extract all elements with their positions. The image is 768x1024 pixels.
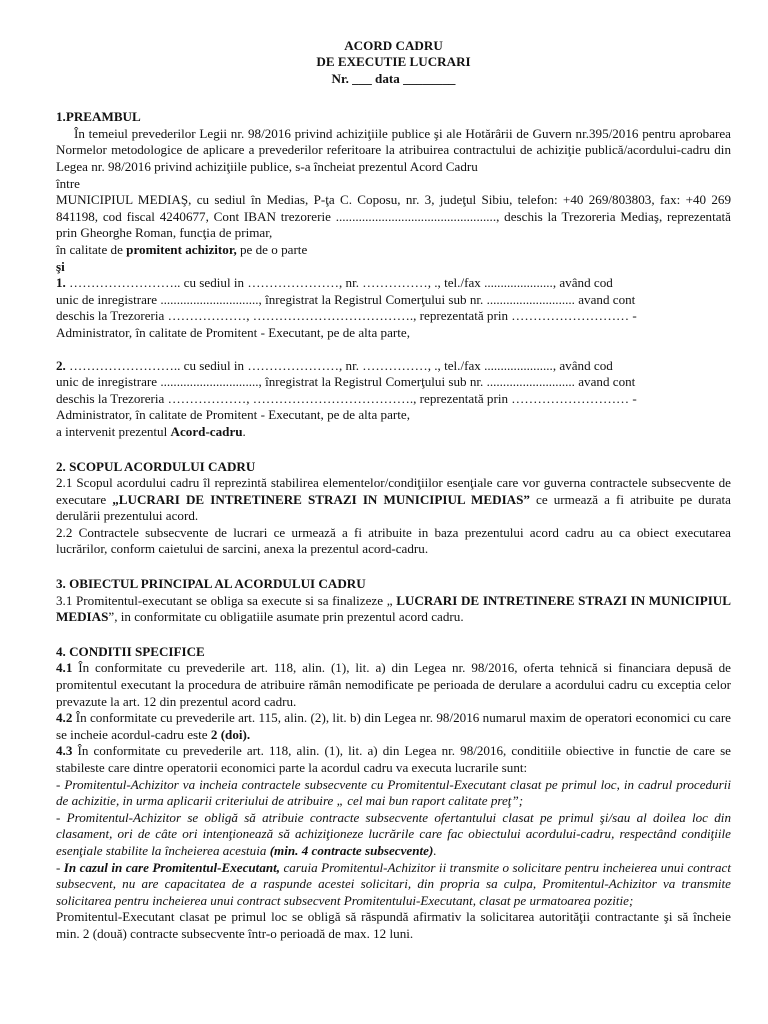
document-title (56, 38, 731, 87)
party-block-1 (56, 275, 731, 341)
document-page (56, 38, 731, 943)
section-scop (56, 459, 731, 559)
party-line (56, 358, 731, 375)
party-line: deschis la Trezoreria ………………, ………………………………., reprezentată prin ……………………… - (56, 308, 637, 324)
bullet-item (56, 860, 731, 910)
text-span-bold: LUCRARI DE INTRETINERE STRAZI IN MUNICIPIUL MEDIAS (56, 592, 732, 625)
clause-number: 4.3 (56, 743, 73, 759)
text-span: . (433, 842, 437, 858)
text-span: ”, in conformitate cu obligatiile asumate prin prezentul acord cadru. (108, 609, 464, 625)
text-span-bold: „LUCRARI DE INTRETINERE STRAZI IN MUNICIPIUL MEDIAS” (112, 491, 530, 507)
title-line-3: Nr. ___ data ________ (331, 70, 456, 86)
clause-number: 4.2 (56, 710, 73, 726)
paragraph: 2.2 Contractele subsecvente de lucrari ce urmează a fi atribuite in baza prezentului acord cadru au ca obiect executarea lucrărilor, conform caietului de sarcini, anexa la prezentul acord-cadru. (56, 524, 731, 557)
paragraph (56, 660, 731, 710)
paragraph (56, 593, 731, 626)
text-span: pe de o parte (236, 241, 308, 257)
title-line-1: ACORD CADRU (344, 38, 443, 53)
paragraph: În temeiul prevederilor Legii nr. 98/2016 privind achiziţiile publice şi ale Hotărârii de Guvern nr.395/2016 pentru aprobarea Normelor metodologice de aplicare a prevederilor referitoare la atribuirea contractului de achiziţie publică/acordului-cadru din Legea nr. 98/2016 privind achiziţiile publice, s-a încheiat prezentul Acord Cadru (56, 125, 731, 174)
text-span: a intervenit prezentul (56, 423, 171, 439)
clause-number: 4.1 (56, 660, 73, 676)
party-line: unic de inregistrare .............................., înregistrat la Registrul Comerţului sub nr. ........................... avand cont (56, 291, 636, 307)
section-heading: 1.PREAMBUL (56, 109, 141, 125)
party-number: 2. (56, 357, 66, 373)
section-obiect (56, 576, 731, 626)
paragraph: şi (56, 258, 65, 274)
text-span-bold: promitent achizitor, (126, 241, 237, 257)
section-preambul (56, 109, 731, 440)
party-block-2 (56, 358, 731, 441)
bullet-item: - Promitentul-Achizitor va incheia contractele subsecvente cu Promitentul-Executant clasat pe primul loc, in cadrul procedurii de achizitie, in urma aplicarii criteriului de atribuire „ cel mai bun raport calitate preţ”; (56, 776, 731, 809)
party-line: Administrator, în calitate de Promitent - Executant, pe de alta parte, (56, 324, 410, 340)
party-line: unic de inregistrare .............................., înregistrat la Registrul Comerţului sub nr. ........................... avand cont (56, 374, 636, 390)
text-span-bold: In cazul in care Promitentul-Executant, (63, 859, 281, 875)
text-span: În conformitate cu prevederile art. 118, alin. (1), lit. a) din Legea nr. 98/2016, conditiile obiective in functie de care se stabileste care dintre operatorii economici parte la acordul cadru va executa lucrarile sunt: (56, 743, 731, 775)
paragraph (56, 743, 731, 776)
section-heading: 2. SCOPUL ACORDULUI CADRU (56, 458, 256, 474)
bullet-item (56, 810, 731, 860)
party-line: Administrator, în calitate de Promitent - Executant, pe de alta parte, (56, 407, 410, 423)
text-span: - Promitentul-Achizitor se obligă să atribuie contracte subsecvente ofertantului clasat pe primul şi/sau al doilea loc din clasament, ori de câte ori intenţionează să achiziţioneze lucrările care fac obiectului acordului-cadru, respectând condiţiile esenţiale stabilite la încheierea acestuia (56, 809, 731, 858)
paragraph (56, 710, 731, 743)
text-span: ce urmează a fi atribuite pe durata derulării prezentului acord. (56, 491, 731, 524)
text-span: . (242, 423, 246, 439)
section-conditii (56, 644, 731, 943)
text-span: 2.1 Scopul acordului cadru îl reprezintă stabilirea elementelor/condiţiilor esenţiale care vor guverna contractele subsecvente de executare (56, 475, 731, 507)
text-span: 3.1 Promitentul-executant se obliga sa execute si sa finalizeze „ (56, 592, 397, 608)
text-span: caruia Promitentul-Achizitor ii transmite o solicitare pentru incheierea unui contract subsecvent, nu are capacitatea de a raspunde acestei solicitari, din propria sa culpa, Promitentul-Achizitor va transmite solicitarea pentru incheierea unui contract subsecvent Promitentului-Executant, clasat pe urmatoarea pozitie; (56, 859, 731, 908)
party-number: 1. (56, 275, 66, 291)
section-heading: 3. OBIECTUL PRINCIPAL AL ACORDULUI CADRU (56, 576, 366, 592)
text-span: În conformitate cu prevederile art. 118, alin. (1), lit. a) din Legea nr. 98/2016, oferta tehnică si financiara depusă de promitentul executant la procedura de atribuire rămân nemodificate pe perioada de derulare a acordului cadru cu exceptia celor prevazute la art. 12 din prezentul acord cadru. (56, 660, 731, 709)
text-span: În conformitate cu prevederile art. 115, alin. (2), lit. b) din Legea nr. 98/2016 numarul maxim de operatori economici cu care se incheie acordul-cadru este (56, 710, 731, 742)
section-heading: 4. CONDITII SPECIFICE (56, 643, 205, 659)
text-span: în calitate de (56, 241, 127, 257)
paragraph: Promitentul-Executant clasat pe primul loc se obligă să răspundă afirmativ la solicitarea autorităţii contractante şi să încheie min. 2 (două) contracte subsecvente într-o perioadă de max. 12 luni. (56, 909, 731, 941)
paragraph: între (56, 175, 80, 191)
text-span: …………………….. cu sediul in …………………, nr. ……………, ., tel./fax ....................., având cod (69, 275, 613, 291)
text-span: …………………….. cu sediul in …………………, nr. ……………, ., tel./fax ....................., având cod (69, 357, 613, 373)
paragraph (56, 475, 731, 525)
paragraph (56, 242, 731, 259)
text-span-bold: (min. 4 contracte subsecvente) (269, 842, 434, 858)
title-line-2: DE EXECUTIE LUCRARI (316, 54, 471, 70)
party-line (56, 275, 731, 292)
paragraph (56, 424, 731, 441)
text-span-bold: 2 (doi). (210, 726, 251, 742)
text-span: - (56, 859, 64, 875)
paragraph: MUNICIPIUL MEDIAŞ, cu sediul în Medias, P-ţa C. Coposu, nr. 3, judeţul Sibiu, telefon: +40 269/803803, fax: +40 269 841198, cod fiscal 4240677, Cont IBAN trezorerie ................................................., deschis la Trezoreria Mediaş, reprezentată prin Gheorghe Roman, funcţia de primar, (56, 192, 731, 241)
text-span-bold: Acord-cadru (170, 423, 243, 439)
party-line: deschis la Trezoreria ………………, ………………………………., reprezentată prin ……………………… - (56, 390, 637, 406)
